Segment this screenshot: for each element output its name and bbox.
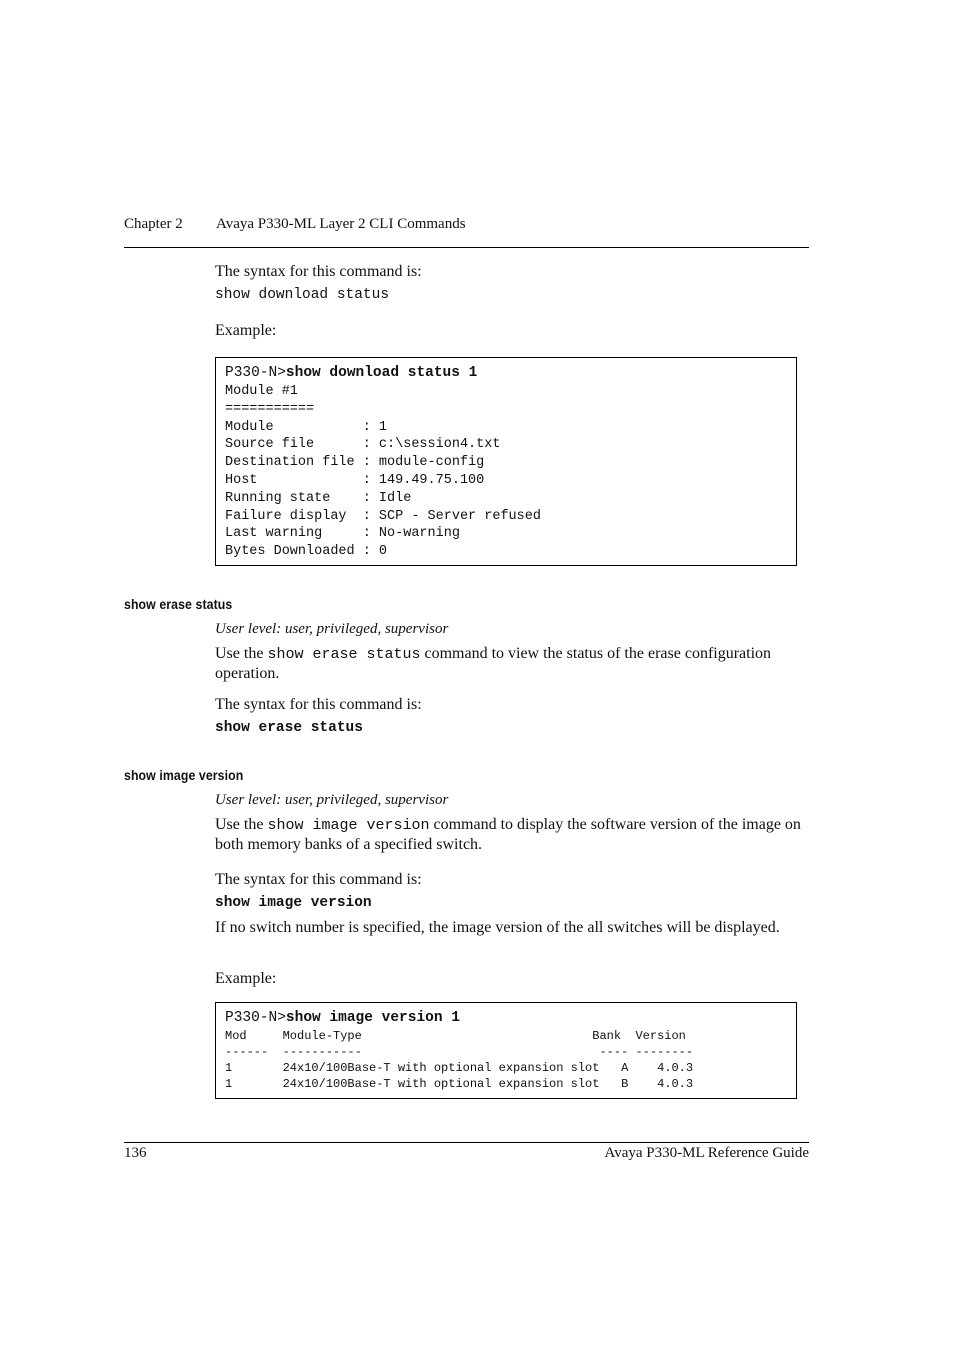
cli-prompt: P330-N> [225, 1010, 286, 1026]
output-line: ------ ----------- ---- -------- [225, 1045, 694, 1059]
image-example-label: Example: [215, 970, 277, 987]
output-line: Bytes Downloaded : 0 [225, 544, 388, 560]
output-line: Destination file : module-config [225, 455, 485, 471]
image-note: If no switch number is specified, the image version of the all switches will be displayed. [215, 919, 780, 936]
output-line: Failure display : SCP - Server refused [225, 508, 541, 524]
output-line: Running state : Idle [225, 490, 412, 506]
cli-command: show image version 1 [285, 1010, 460, 1026]
cli-prompt: P330-N> [225, 365, 286, 381]
image-example-box [215, 1002, 797, 1099]
download-syntax: show download status [215, 287, 390, 303]
image-syntax: show image version [215, 895, 372, 911]
image-description: Use the show image version command to display the software version of the image on both memory banks of a specified switch. [215, 816, 801, 853]
download-example-box [215, 357, 797, 566]
image-prompt-line [216, 1008, 796, 1028]
guide-title: Avaya P330-ML Reference Guide [604, 1145, 809, 1161]
inline-command: show erase status [267, 646, 421, 663]
page-number: 136 [124, 1145, 147, 1161]
output-line: Last warning : No-warning [225, 526, 460, 542]
download-example-label: Example: [215, 322, 277, 339]
output-line: Module : 1 [225, 419, 388, 435]
erase-syntax-intro: The syntax for this command is: [215, 696, 422, 713]
output-line: =========== [225, 401, 315, 417]
cli-command: show download status 1 [285, 365, 478, 381]
chapter-label: Chapter 2 [124, 216, 183, 232]
output-line: Module #1 [225, 384, 298, 399]
image-user-level: User level: user, privileged, supervisor [215, 792, 449, 808]
output-line: Host : 149.49.75.100 [225, 472, 485, 488]
erase-description: Use the show erase status command to view the status of the erase configuration operation. [215, 645, 772, 682]
erase-syntax: show erase status [215, 720, 363, 736]
inline-command: show image version [267, 817, 430, 834]
image-syntax-intro: The syntax for this command is: [215, 871, 422, 888]
erase-user-level: User level: user, privileged, supervisor [215, 621, 449, 637]
output-line: Source file : c:\session4.txt [225, 437, 501, 453]
output-line: 1 24x10/100Base-T with optional expansion slot A 4.0.3 [225, 1061, 694, 1075]
page-header [124, 216, 809, 248]
output-line: 1 24x10/100Base-T with optional expansion slot B 4.0.3 [225, 1077, 694, 1091]
output-line: Mod Module-Type Bank Version [225, 1029, 686, 1043]
section-heading-erase: show erase status [124, 596, 233, 612]
download-prompt-line [216, 363, 796, 383]
chapter-title: Avaya P330-ML Layer 2 CLI Commands [216, 216, 466, 232]
download-syntax-intro: The syntax for this command is: [215, 263, 422, 280]
page-footer [124, 1142, 809, 1161]
section-heading-image: show image version [124, 767, 244, 783]
